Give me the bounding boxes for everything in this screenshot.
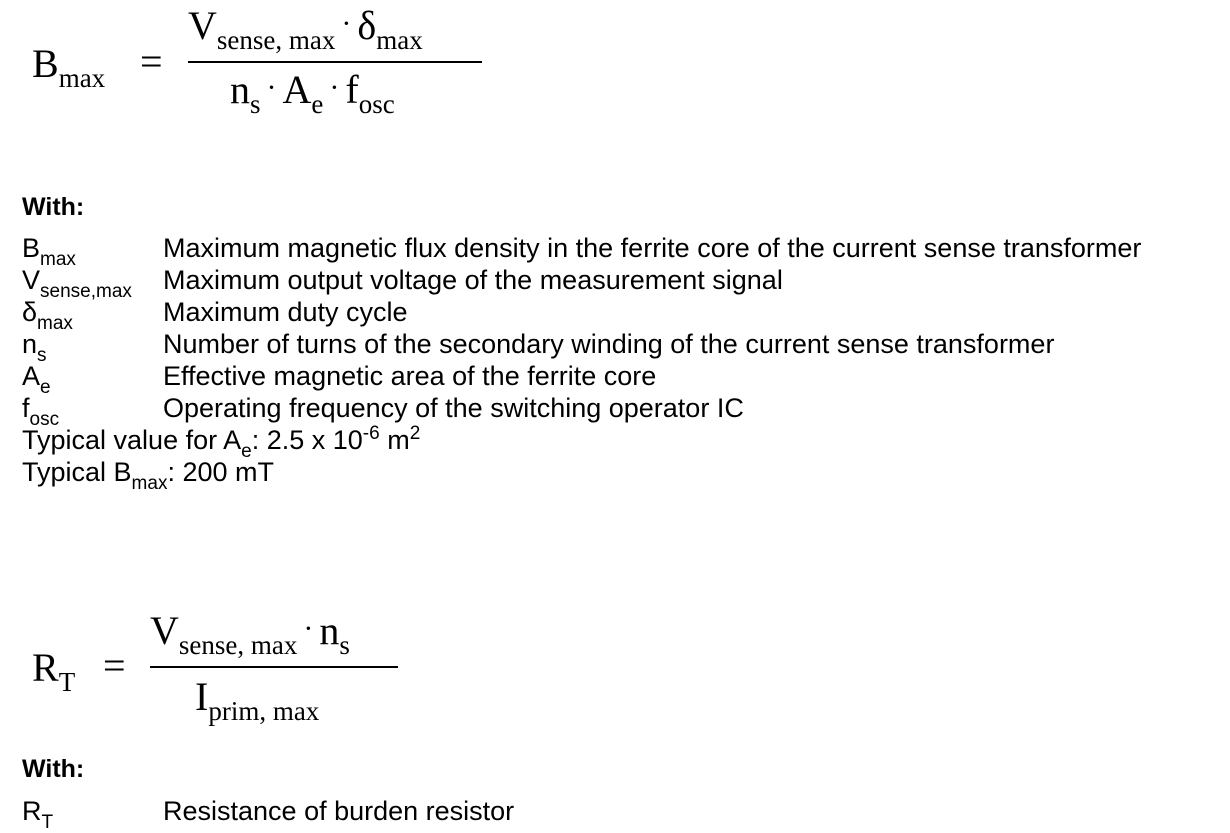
eq2-denominator: $I_{prim, max}$ [195, 674, 320, 726]
eq1-equals: = [140, 39, 163, 84]
eq2-equals: = [103, 643, 126, 688]
def-symbol-vsense: $V_{sense,max}$ [22, 265, 132, 302]
with-heading-2: With: [22, 755, 85, 783]
eq1-fraction-bar [188, 61, 482, 63]
def-symbol-delta: $\delta_{max}$ [22, 297, 73, 334]
eq2-fraction-bar [150, 666, 398, 668]
def-text-bmax: Maximum magnetic flux density in the ferrite core of the current sense transformer [163, 233, 1142, 263]
def-text-ae: Effective magnetic area of the ferrite core [163, 361, 657, 391]
def-symbol-ns: $n_s$ [22, 329, 47, 366]
eq1-lhs: $B_{max}$ [32, 41, 106, 93]
eq1-numerator: $V_{sense, max} \cdot \delta_{max}$ [188, 3, 423, 55]
def-text-ns: Number of turns of the secondary winding of the current sense transformer [163, 329, 1055, 359]
def-text-vsense: Maximum output voltage of the measurement signal [163, 265, 783, 295]
eq2-lhs: $R_T$ [32, 645, 76, 697]
def-symbol-bmax: $B_{max}$ [22, 233, 76, 270]
def-text-rt: Resistance of burden resistor [163, 796, 515, 826]
eq2-numerator: $V_{sense, max} \cdot n_s$ [150, 608, 350, 660]
def-text-fosc: Operating frequency of the switching operator IC [163, 393, 744, 423]
def-symbol-fosc: $f_{osc}$ [22, 393, 60, 430]
def-symbol-ae: $A_e$ [22, 361, 51, 398]
def-text-delta: Maximum duty cycle [163, 297, 408, 327]
typical-bmax: Typical $B_{max}$: 200 mT [22, 457, 274, 494]
typical-ae: Typical value for $A_e$: 2.5 x $10^{-6}$ $m^2$ [22, 423, 421, 462]
eq1-denominator: $n_s \cdot A_e \cdot f_{osc}$ [230, 67, 395, 119]
def-symbol-rt: $R_T$ [22, 796, 54, 833]
with-heading-1: With: [22, 193, 85, 221]
